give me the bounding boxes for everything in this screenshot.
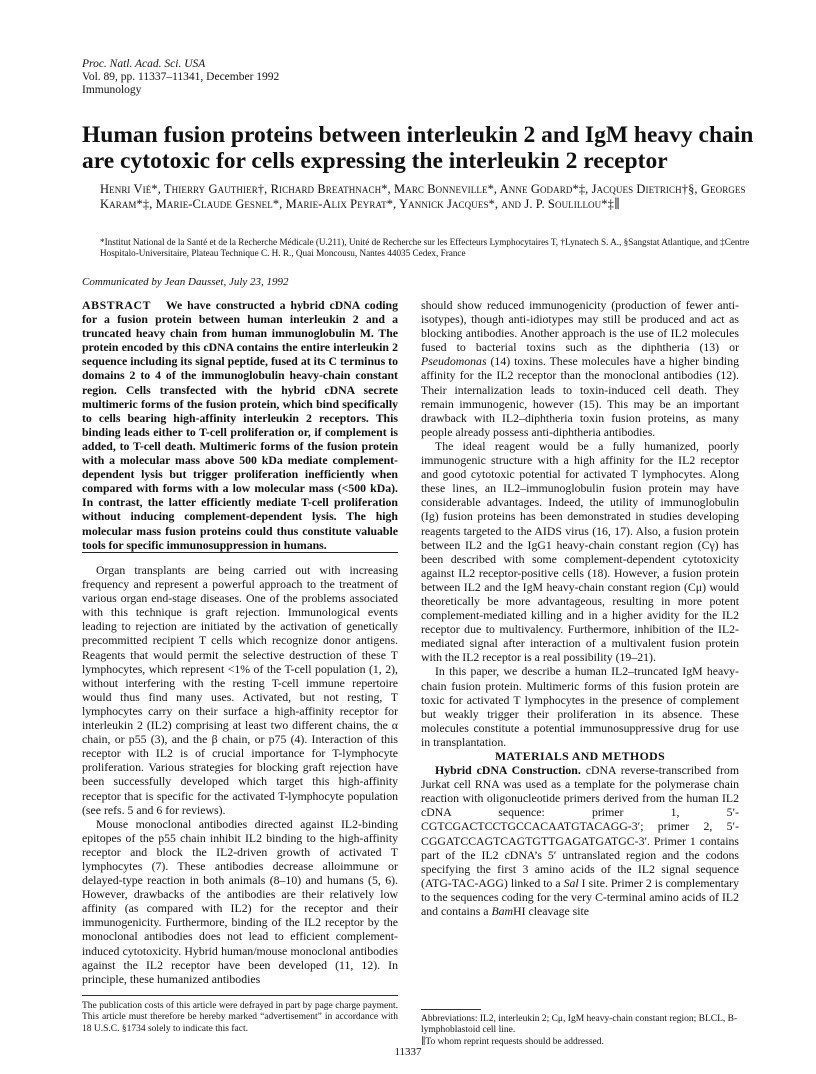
body-paragraph: Hybrid cDNA Construction. cDNA reverse-transcribed from Jurkat cell RNA was used as a template for the polymerase chain reaction with oligonucleotide primers derived from the human IL2 cDNA sequence: primer 1, 5′-CGTCGACTCCTGCCACAATGTACAGG-3′; primer 2, 5′-CGGATCCAGTCAGTGTTGAGATGATGC-3′. Primer 1 contains part of the IL2 cDNA’s 5′ untranslated region and the codons specifying the first 3 amino acids of the IL2 signal sequence (ATG-TAC-AGG) linked to a Sal I site. Primer 2 is complementary to the sequences coding for the very C-terminal amino acids of IL2 and contains a BamHI cleavage site [421, 763, 739, 919]
journal-name: Proc. Natl. Acad. Sci. USA [82, 58, 206, 70]
communicated-by: Communicated by Jean Dausset, July 23, 1992 [82, 276, 289, 288]
reprint-note: ∥To whom reprint requests should be addressed. [421, 1036, 604, 1047]
body-paragraph: In this paper, we describe a human IL2–truncated IgM heavy-chain fusion protein. Multimeric forms of this fusion protein are toxic for activated T lymphocytes in the presence of complement but weakly trigger their proliferation in its absence. These molecules constitute a potential immunosuppressive drug for use in transplantation. [421, 664, 739, 749]
abstract-text: We have constructed a hybrid cDNA coding for a fusion protein between human interleukin 2 and a truncated heavy chain from human immunoglobulin M. The protein encoded by this cDNA contains the entire interleukin 2 sequence including its signal peptide, fused at its C terminus to domains 2 to 4 of the immunoglobulin heavy-chain constant region. Cells transfected with the hybrid cDNA secrete multimeric forms of the fusion protein, which bind specifically to cells bearing high-affinity interleukin 2 receptors. This binding leads either to T-cell proliferation or, if complement is added, to T-cell death. Multimeric forms of the fusion protein with a molecular mass above 500 kDa mediate complement-dependent lysis but trigger proliferation inefficiently when compared with forms with a low molecular mass (<500 kDa). In contrast, the latter efficiently mediate T-cell proliferation without inducing complement-dependent lysis. The high molecular mass fusion proteins could thus constitute valuable tools for specific immunosuppression in humans. [82, 298, 398, 552]
introduction [82, 563, 398, 986]
publication-footnote: The publication costs of this article were defrayed in part by page charge payment. This article must therefore be hereby marked “advertisement” in accordance with 18 U.S.C. §1734 solely to indicate this fact. [82, 1001, 398, 1034]
abstract-divider [82, 552, 398, 553]
affiliations: *Institut National de la Santé et de la Recherche Médicale (U.211), Unité de Recherche sur les Effecteurs Lymphocytaires T, †Lynatech S. A., §Sangstat Atlantique, and ‡Centre Hospitalo-Universitaire, Plateau Technique C. H. R., Quai Moncousu, Nantes 44035 Cedex, France [100, 237, 750, 259]
italic-term: Pseudomonas [421, 354, 487, 369]
abstract-label: ABSTRACT [82, 298, 152, 312]
right-column [421, 298, 739, 918]
abbreviations: Abbreviations: IL2, interleukin 2; Cμ, IgM heavy-chain constant region; BLCL, B-lymphoblastoid cell line. [421, 1014, 738, 1036]
footnote-divider [82, 995, 398, 996]
journal-section: Immunology [82, 84, 142, 96]
abstract [82, 298, 398, 552]
article-title: Human fusion proteins between interleukin 2 and IgM heavy chain are cytotoxic for cells expressing the interleukin 2 receptor [82, 122, 754, 174]
abbreviations-footnote [421, 1014, 739, 1048]
volume-info: Vol. 89, pp. 11337–11341, December 1992 [82, 71, 280, 83]
author-list: Henri Vié*, Thierry Gauthier†, Richard Breathnach*, Marc Bonneville*, Anne Godard*‡, Jacques Dietrich†§, Georges Karam*‡, Marie-Claude Gesnel*, Marie-Alix Peyrat*, Yannick Jacques*, and J. P. Soulillou*‡∥ [100, 182, 746, 211]
footnote-divider [421, 1009, 481, 1010]
intro-paragraph: Mouse monoclonal antibodies directed against IL2-binding epitopes of the p55 chain inhibit IL2 binding to the high-affinity receptor and block the IL2-driven growth of activated T lymphocytes (7). These antibodies decrease alloimmune or delayed-type reaction in both animals (8–10) and humans (5, 6). However, drawbacks of the antibodies are their relatively low affinity (as compared with IL2) for the receptor and their immunogenicity. Furthermore, binding of the IL2 receptor by the monoclonal antibodies does not lead to efficient complement-induced cytotoxicity. Hybrid human/mouse monoclonal antibodies against the IL2 receptor have been developed (11, 12). In principle, these humanized antibodies [82, 816, 398, 986]
page-number: 11337 [394, 1046, 422, 1058]
section-heading: MATERIALS AND METHODS [494, 749, 666, 763]
journal-header [82, 58, 279, 97]
intro-paragraph: Organ transplants are being carried out with increasing frequency and represent a powerful approach to the treatment of various organ end-stage diseases. One of the problems associated with this technique is graft rejection. Immunological events leading to rejection are initiated by the activation of genetically precommitted recipient T cells which recognize donor antigens. Reagents that would permit the selective destruction of these T lymphocytes, which represent <1% of the T-cell population (1, 2), without interfering with the resting T-cell immune repertoire would thus find many uses. Activated, but not resting, T lymphocytes carry on their surface a high-affinity receptor for interleukin 2 (IL2) comprising at least two different chains, the α chain, or p55 (3), and the β chain, or p75 (4). Interaction of this receptor with IL2 is of crucial importance for T-lymphocyte proliferation. Various strategies for blocking graft rejection have been successfully developed which target this high-affinity receptor that is specific for the activated T-lymphocyte population (see refs. 5 and 6 for reviews). [82, 563, 398, 817]
runin-heading: Hybrid cDNA Construction. [435, 763, 581, 778]
body-paragraph: The ideal reagent would be a fully humanized, poorly immunogenic structure with a high affinity for the IL2 receptor and good cytotoxic potential for activated T lymphocytes. Along these lines, an IL2–immunoglobulin fusion protein may have considerable advantages. Indeed, the utility of immunoglobulin (Ig) fusion proteins has been demonstrated in studies developing reagents targeted to the AIDS virus (16, 17). Also, a fusion protein between IL2 and the IgG1 heavy-chain constant region (Cγ) has been described with some complement-dependent cytotoxicity against IL2 receptor-positive cells (18). However, a fusion protein between IL2 and the IgM heavy-chain constant region (Cμ) would theoretically be more advantageous, resulting in more potent complement-mediated killing and in a higher avidity for the IL2 receptor due to multivalency. Furthermore, inhibition of the IL2-mediated signal after interaction of a multivalent fusion protein with the IL2 receptor is a real possibility (19–21). [421, 438, 739, 665]
body-paragraph: should show reduced immunogenicity (production of fewer anti-isotypes), though anti-idiotypes may still be produced and act as blocking antibodies. Another approach is the use of IL2 molecules fused to bacterial toxins such as the diphtheria (13) or Pseudomonas (14) toxins. These molecules have a higher binding affinity for the IL2 receptor than the monoclonal antibodies (12). Their internalization leads to toxin-induced cell death. They remain immunogenic, however (15). This may be an important drawback with IL2–diphtheria toxin fusion proteins, as many people already possess anti-diphtheria antibodies. [421, 298, 739, 439]
